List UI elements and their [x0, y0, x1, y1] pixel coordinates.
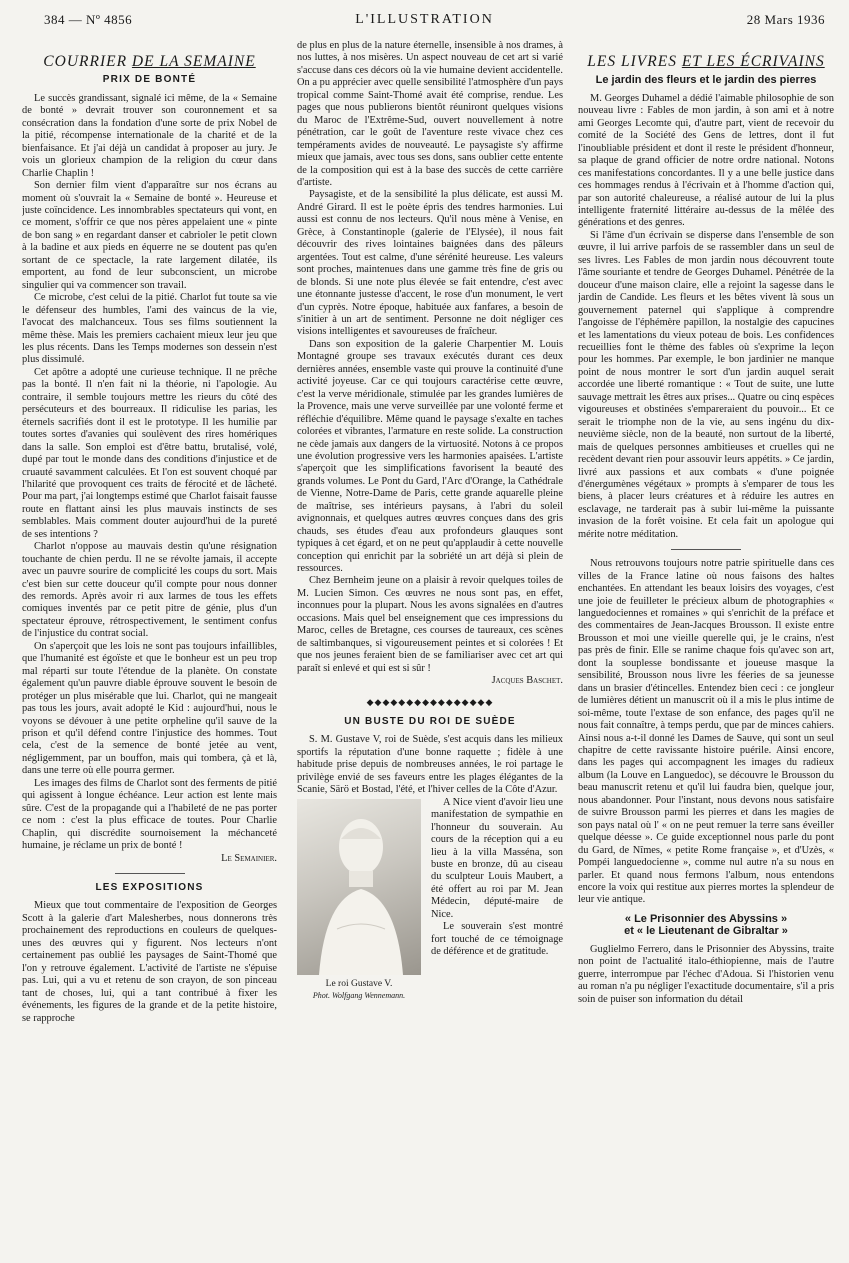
paragraph: de plus en plus de la nature éternelle, insensible à nos drames, à nos luttes, à nos misères. Un aspect nouveau de cet art si varié s'accuse dans ces décors où la vie humaine devient accidentelle. On a pu apprécier avec quelle sensibilité l'atmosphère d'un pays tropical comme Saint-Thomé avait été comprise, rendue. Les pages que nous publierons bientôt réuniront quelques visions du Maroc de l'Extrême-Sud, ouvert nouvellement à notre pénétration, car le goût de l'aventure reste vivace chez ces tempéraments avides de nouveauté. Le paysagiste s'y affirme mieux que jamais, avec tous ses dons, sans oublier cette entente de la composition qui est à la base des succès de cette carrière d'artiste. — [297, 40, 563, 188]
bust-photo — [297, 799, 421, 975]
paragraph: M. Georges Duhamel a dédié l'aimable philosophie de son nouveau livre : Fables de mon jardin, à son ami et à notre ami Georges Lecomte qui, d'autre part, vient de recevoir du comité de la Société des Gens de lettres, dont il fut l'inoubliable président et dont il reste le président d'honneur, sa plaque de grand officier de notre ordre national. Notons ces manifestations concordantes. Il y a une belle justice dans ces hommages rendus à l'écrivain et à l'homme d'action qui, par son autorité chaleureuse, a réalisé autour de lui la plus intelligente fraternité littéraire au-dessus de la mêlée des générations et des genres. — [578, 92, 834, 229]
paragraph: Le souverain s'est montré fort touché de ce témoignage de déférence et de gratitude. — [431, 921, 563, 958]
divider — [115, 873, 185, 874]
section-title-livres: LES LIVRES ET LES ÉCRIVAINS — [587, 53, 825, 70]
signature: Le Semainier. — [221, 852, 277, 864]
paragraph: Dans son exposition de la galerie Charpentier M. Louis Montagné groupe ses travaux exécutés durant ces deux dernières années, ensemble vaste qui prouve la continuité d'une activité joyeuse. Car ce qui toujours caractérise cette œuvre, c'est la verve méridionale, stimulée par les grandes lumières de la Provence, mais une verve surveillée par une volonté ferme et réfléchie d'équilibre. Même quand le paysage s'exalte en taches colorées et vibrantes, l'armature en reste solide. La construction ne cède jamais aux dangers de la virtuosité. Notons à ce propos une évolution progressive vers les harmonies apaisées. L'artiste s'aperçoit que les simplifications favorisent la beauté des grands volumes. Le Pont du Gard, l'Arc d'Orange, la Cathédrale de Vienne, Notre-Dame de Paris, cette grande aquarelle pleine de maîtrise, ses intérieurs paysans, à l'abri du soleil avignonnais, et quelques autres œuvres conçues dans des gris chauds, ses études d'eau aux profondeurs glauques sont typiques à cet égard, et on ne peut qu'applaudir à cette nouvelle conception qui enrichit par la sobriété un art déjà si plein de ressources. — [297, 338, 563, 575]
subheading-expositions: LES EXPOSITIONS — [95, 882, 204, 893]
divider — [671, 549, 741, 550]
column-courrier — [22, 52, 277, 1253]
magazine-title: L'ILLUSTRATION — [355, 12, 494, 27]
signature: Jacques Baschet. — [491, 675, 563, 687]
paragraph: Mieux que tout commentaire de l'exposition de Georges Scott à la galerie d'art Malesherbes, nous donnerons très prochainement des reproductions en couleurs de quelques-unes des œuvres qui y figurent. Nos lecteurs n'ont certainement pas oublié les paysages de Saint-Thomé que l'on y retrouve également. L'activité de l'artiste ne s'épuise pas. Lui, qui a vu et retenu de son crayon, de son pinceau tant de choses, lui, qui a tant contribué à fixer les événements, les figures de la grande et de la petite histoire, se rapproche — [22, 900, 277, 1024]
paragraph: A Nice vient d'avoir lieu une manifestation de sympathie en l'honneur du souverain. Au cours de la réception qui a eu lieu à la villa Masséna, son buste en bronze, dû au ciseau du sculpteur Louis Maubert, a été offert au roi par M. Jean Médecin, député-maire de Nice. — [431, 796, 563, 920]
photo-caption: Le roi Gustave V. — [325, 978, 393, 989]
page-number: 384 — Nº 4856 — [44, 12, 133, 27]
paragraph: Ce microbe, c'est celui de la pitié. Charlot fut toute sa vie le défenseur des humbles, l'ami des vaincus de la vie, l'avocat des malchanceux. Tous ses films soutiennent la même thèse. Mais les premiers cachaient mieux leur jeu que les plus récents. Dans les Temps modernes son dessein n'est plus dissimulé. — [22, 292, 277, 366]
paragraph: Nous retrouvons toujours notre patrie spirituelle dans ces villes de la France latine où nous faisons des haltes enchantées. En attendant les beaux loisirs des voyages, c'est une joie de feuilleter le précieux album de photographies « languedociennes et romaines » qui s'enrichit de la préface et des commentaires de Jean-Jacques Brousson. Il existe entre Brousson et moi une vieille querelle qui, je le crains, n'est pas près de finir. Elle se ranime chaque fois qu'avec son art, dont la souplesse bondissante et joueuse masque la sensibilité, Brousson nous livre les féeries de sa jeunesse dans un brasier d'étincelles. Entendez bien ceci : ce jongleur de lumières détient un manuscrit où il a mis le plus intime de soi-même, toute l'extase de son enfance, des pages qu'il ne nous fait connaître, à temps perdu, que par de minces cahiers. Ainsi nous a-t-il donné les Dames de Sauve, qui sont un seul chapitre de cette ravissante histoire puérile. Ainsi encore, dans les pages qui accompagnent les images du radieux album (la Louve en Languedoc), se découvre le Brousson du beau manuscrit retenu et qu'il lui faudra bien, quelque jour, nous abandonner. Pour l'instant, nous devons nous satisfaire de suivre Brousson parmi les pierres et dans les magies de son pays natal où l' « on ne peut remuer la terre sans éveiller quelque déesse ». Ce guide exceptionnel nous parle du pont du Gard, de Nîmes, « petite Rome française », et d'Uzès, « Pompéi languedocienne », comme nul autre n'a su nous en parler. Et quand nous fermons l'album, nous entendons encore la voix qui restitue aux pierres mortes la splendeur de leur vie antique. — [578, 558, 834, 906]
paragraph: Paysagiste, et de la sensibilité la plus délicate, est aussi M. André Girard. Il est le poète épris des tendres harmonies. Lui aussi est connu de nos lecteurs. Qu'il nous mène à Venise, en Grèce, à Constantinople (galerie de l'Elysée), il nous fait découvrir des rives lointaines baignées dans des pâleurs argentées. Tout est calme, d'une sérénité heureuse. Les valeurs sont proches, maintenues dans une gamme très fine de gris ou de blonds. Si une note plus élevée se fait entendre, c'est avec une étonnante justesse d'accent, le rose d'un monument, le vert d'un cyprès. Notre époque, habituée aux fanfares, a besoin de s'initier à un art de sentiment. Personne ne doit négliger ces visions intelligentes et savoureuses de fraîcheur. — [297, 189, 563, 338]
paragraph: Si l'âme d'un écrivain se disperse dans l'ensemble de son œuvre, il lui arrive parfois de se rassembler dans un seul de ses livres. Les Fables de mon jardin nous découvrent toute l'âme souriante et tendre de Georges Duhamel. Pénétrée de la douceur d'une maison claire, elle a rejoint la sagesse dans le jardin de Candide. Les fleurs et les bêtes vivent là sous un gouvernement paternel qui s'applique à comprendre l'angoisse de l'éphémère papillon, la nostalgie des capucines et les lamentations du vieux poteau de bois. Les confidences recueillies font le thème des fables où s'exprime la leçon pour les hommes. Par exemple, le bon jardinier ne manque point de nous montrer le sort d'un jardin auquel serait accordée une liberté romantique : « Tout de suite, une lutte sauvage mettrait les êtres aux prises... Quatre ou cinq espèces vigoureuses et obstinées s'empareraient du pouvoir... Et ce serait le triomphe non de la vie, au sens ingénu du dix-neuvième siècle, non de la beauté, non surtout de la liberté, mais de quelques personnes ambitieuses et cruelles qui ne recèdent devant rien pour assouvir leurs appétits. » Ce jardin, livré aux passions et aux combats « d'une poignée d'énergumènes végétaux » prompts à s'emparer de tous les biens, à placer leurs créatures et à réduire les autres en esclavage, ne tarderait pas à subir lui-même la puissante invasion de la forêt voisine. Et cela fait un apologue qui mérite notre méditation. — [578, 229, 834, 540]
paragraph: Chez Bernheim jeune on a plaisir à revoir quelques toiles de M. Lucien Simon. Ces œuvres ne nous sont pas, en effet, inconnues pour la plupart. Nous les avons signalées en d'autres occasions. Mais quel bel enseignement que ces impressions du Maroc, celles de Bretagne, ces courses de taureaux, ces scènes de saltimbanques, si vigoureusement peintes et si colorées ! Et que nos jeunes feraient bien de se familiariser avec cet art qui paraît si enlevé et qui est si sûr ! — [297, 575, 563, 674]
section-title-courrier: COURRIER DE LA SEMAINE — [43, 53, 256, 70]
paragraph: Charlot n'oppose au mauvais destin qu'une résignation touchante de chien perdu. Il ne se révolte jamais, il accepte avec un pauvre sourire de complicité les coups du sort. Mais c'est bien sur cette douceur qu'il compte pour nous donner des remords. Après avoir ri aux larmes de tous les effets comiques inventés par ce petit pitre de génie, plus d'un spectateur éprouve, rétrospectivement, le sentiment confus de l'injustice du contrat social. — [22, 541, 277, 640]
column-livres — [578, 52, 834, 1253]
paragraph: On s'aperçoit que les lois ne sont pas toujours infaillibles, que l'humanité est égoïste et que le bonheur est un peu trop mal réparti sur toute l'étendue de la planète. On constate également qu'un pauvre diable éprouve souvent le besoin de protéger un plus misérable que lui. Charlot, qui ne mangeait pas tous les jours, avait adopté le Kid : aujourd'hui, nous le voyons se dévouer à une petite orpheline qu'il sauve de la prison et qu'il défend contre l'injustice des hommes. Tout cela, c'est de la semence de bonté jetée au vent, négligemment, par un bouffon, mais qui tombera, çà et là, dans une terre où elle pourra germer. — [22, 640, 277, 777]
paragraph: Cet apôtre a adopté une curieuse technique. Il ne prêche pas la bonté. Il n'en fait ni la théorie, ni l'apologie. Au contraire, il semble toujours mettre les rieurs du côté des persécuteurs et des bourreaux. Il ridiculise les parias, les éternels sacrifiés dont il est le prototype. Il les humilie par toutes sortes d'avanies qui soulèvent des rires homériques dans la salle. Son emploi est d'être battu, brutalisé, volé, dupé par tout le monde dans des conditions d'injustice et de cruauté savamment calculées. Et l'on est souvent choqué par l'hilarité que provoquent ces traits de férocité et de lâcheté. Pour ma part, j'ai longtemps estimé que Charlot faisait fausse route en flattant ainsi les plus mauvais instincts de ses semblables. Mais comment douter aujourd'hui de la pureté de ses intentions ? — [22, 366, 277, 540]
paragraph: Son dernier film vient d'apparaître sur nos écrans au moment où s'ouvrait la « Semaine de bonté ». Heureuse et juste coïncidence. Les innombrables spectateurs qui vont, en ce moment, s'offrir ce que nos pères appelaient une « pinte de bon sang » en regardant danser et cabrioler le petit clown à la badine et aux pieds en équerre ne se doutent pas qu'en sortant de ce spectacle, la rate largement dilatée, ils emportent, au fond de leur subconscient, un microbe singulier qui va commencer son travail. — [22, 180, 277, 291]
page-header — [0, 0, 849, 42]
paragraph: Les images des films de Charlot sont des ferments de pitié qui agissent à longue échéance. Leur action est lente mais sûre. C'est de la propagande qui a l'habileté de ne pas porter ce nom : c'est la plus efficace de toutes. Pour Charlie Chaplin, qui discrédite sournoisement la méchanceté humaine, je réclame un prix de bonté ! — [22, 777, 277, 852]
photo-figure — [297, 799, 421, 1003]
issue-date: 28 Mars 1936 — [746, 12, 825, 27]
ornament-divider: ◆◆◆◆◆◆◆◆◆◆◆◆◆◆◆◆ — [366, 696, 494, 707]
paragraph: Guglielmo Ferrero, dans le Prisonnier des Abyssins, traite non point de l'actualité italo-éthiopienne, mais de l'autre guerre, interrompue par l'échec d'Adoua. Si l'historien venu au roman n'a pu négliger l'exactitude documentaire, s'il a pris soin de puiser son information du détail — [578, 943, 834, 1005]
bust-illustration — [297, 799, 421, 975]
column-expositions-continued — [297, 40, 563, 1253]
photo-credit: Phot. Wolfgang Wennemann. — [312, 991, 406, 1001]
paragraph: S. M. Gustave V, roi de Suède, s'est acquis dans les milieux sportifs la réputation d'une bonne raquette ; fidèle à une habitude prise depuis de nombreuses années, le roi partage le privilège envié de ses faveurs entre les plages élégantes de la Scanie, Särö et Bostad, l'été, et l'hiver celles de la Côte d'Azur. — [297, 734, 563, 796]
paragraph: Le succès grandissant, signalé ici même, de la « Semaine de bonté » devrait trouver son couronnement et sa consécration dans la fondation d'une sorte de prix Nobel de la pitié, récompense internationale de la charité et de la bienfaisance. Et j'ai déjà un candidat à proposer au jury. Je vois un glorieux champion de la religion du cœur dans Charlie Chaplin ! — [22, 92, 277, 179]
subheading-buste-roi-suede: UN BUSTE DU ROI DE SUÈDE — [344, 716, 516, 728]
subheading-prix-de-bonte: PRIX DE BONTÉ — [102, 74, 197, 86]
subheading-jardin: Le jardin des fleurs et le jardin des pierres — [595, 74, 817, 87]
subheading-prisonnier: « Le Prisonnier des Abyssins » — [624, 912, 788, 925]
subheading-lieutenant: et « le Lieutenant de Gibraltar » — [624, 925, 788, 938]
